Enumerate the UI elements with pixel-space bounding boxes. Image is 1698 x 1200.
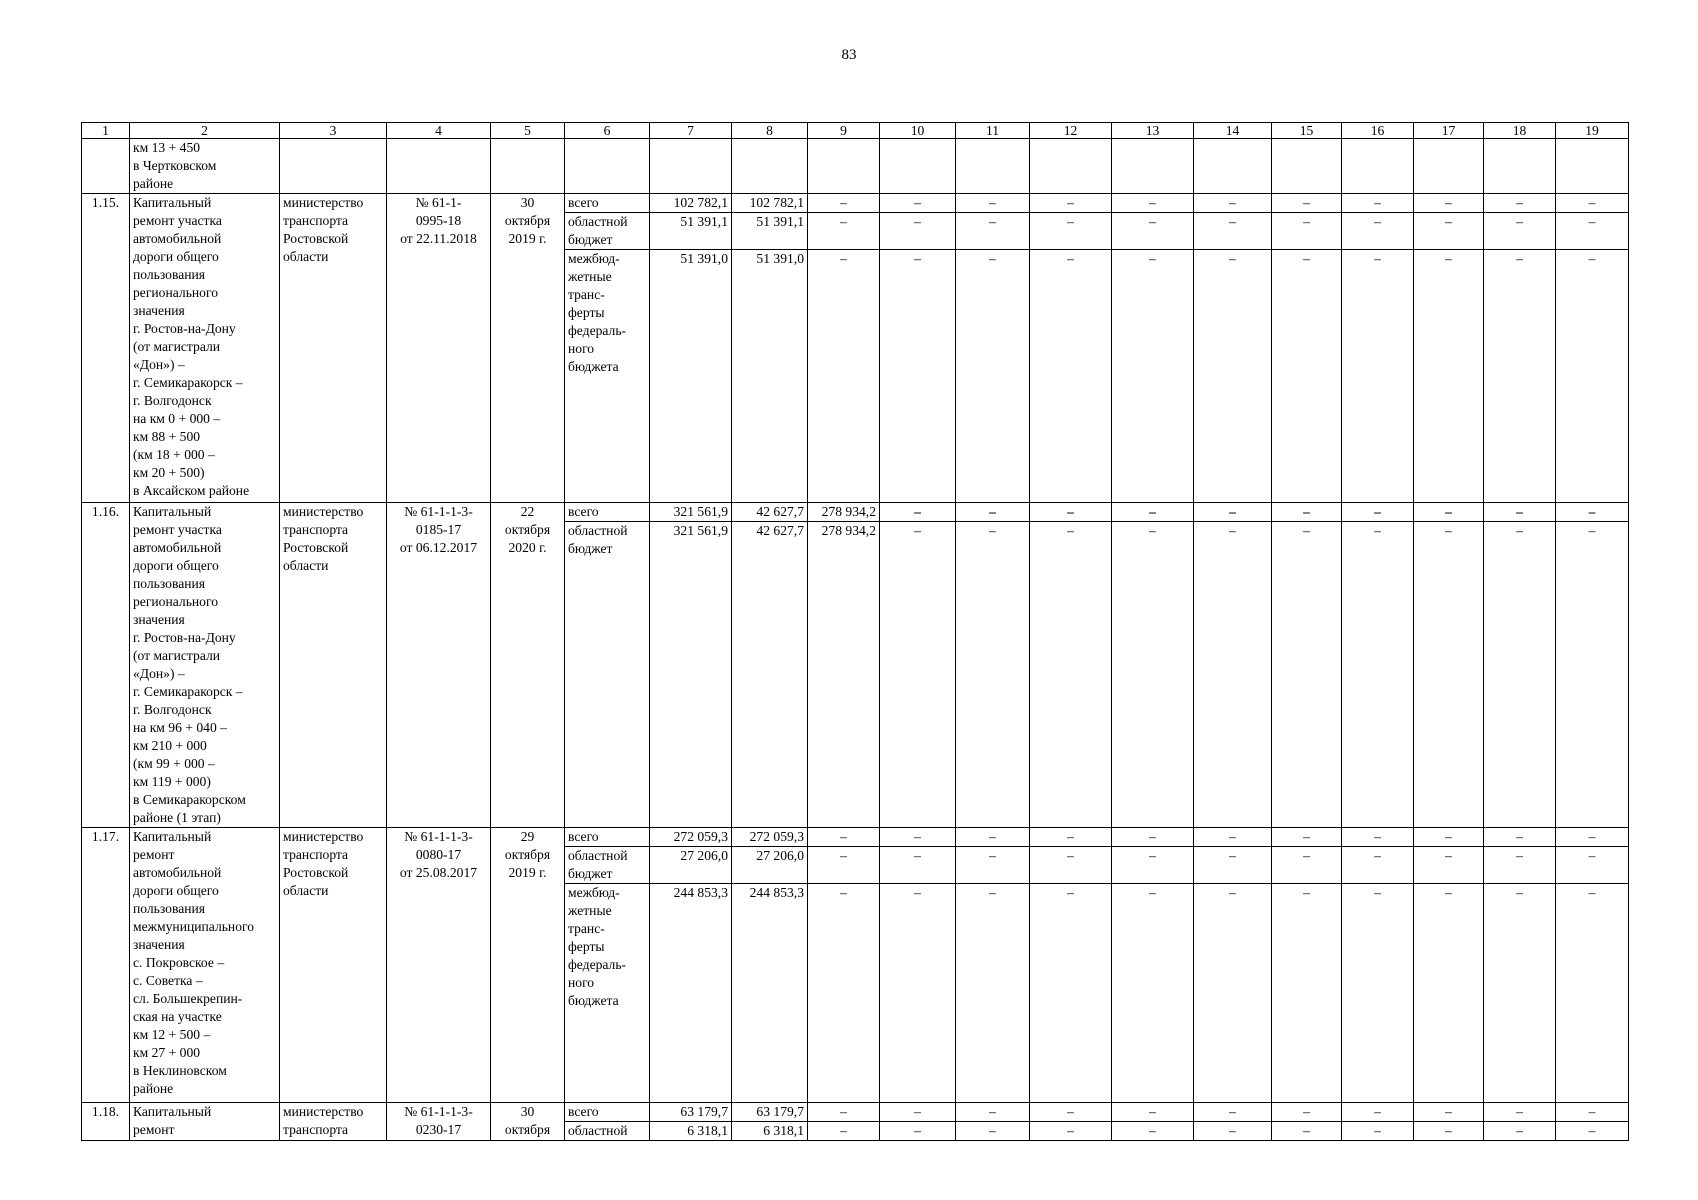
year-value: – [1556, 1103, 1629, 1122]
year-value: – [1272, 828, 1342, 847]
item-number: 1.16. [82, 503, 130, 828]
year-value: – [1272, 250, 1342, 503]
year-value: – [1272, 884, 1342, 1103]
funding-source: всего [568, 1104, 599, 1119]
year-value: – [1484, 847, 1556, 884]
year-value: – [808, 250, 880, 503]
object-name: км 13 + 450 в Чертковском районе [133, 140, 217, 191]
year-value: – [880, 503, 956, 522]
continuation-cell [1342, 139, 1414, 194]
year-value: – [1030, 213, 1112, 250]
year-value: – [1194, 1122, 1272, 1141]
year-value: – [808, 213, 880, 250]
year-value: – [1112, 250, 1194, 503]
column-number-10: 10 [880, 123, 956, 139]
year-value: – [1112, 503, 1194, 522]
year-value: – [1030, 1103, 1112, 1122]
year-value: – [1112, 522, 1194, 828]
year-value: 63 179,7 [732, 1103, 808, 1122]
year-value: – [1194, 1103, 1272, 1122]
funding-source: всего [568, 504, 599, 519]
year-value: 27 206,0 [732, 847, 808, 884]
continuation-cell [1414, 139, 1484, 194]
year-value: – [880, 828, 956, 847]
year-value: – [808, 828, 880, 847]
total-value: 102 782,1 [650, 194, 732, 213]
column-number-11: 11 [956, 123, 1030, 139]
year-value: – [1112, 884, 1194, 1103]
year-value: – [1030, 828, 1112, 847]
year-value: – [956, 503, 1030, 522]
year-value: 51 391,1 [732, 213, 808, 250]
completion-date: 30 октября [504, 1104, 551, 1137]
date-cell [491, 1103, 565, 1141]
continuation-row [82, 139, 1629, 194]
table-row [82, 503, 1629, 522]
year-value: – [1414, 522, 1484, 828]
year-value: – [1556, 250, 1629, 503]
year-value: – [1112, 828, 1194, 847]
funding-source-cell [565, 522, 650, 828]
object-name: Капитальный ремонт участка автомобильной дороги общего пользования регионального значения г. Ростов-на-Дону (от магистрали «Дон») – г. Семикаракорск – г. Волгодонск на км 96 + 040 – км 210 + 000 (км 99 + 000 – км 119 + 000) в Семикаракорском районе (1 этап) [133, 504, 246, 825]
budget-table [81, 122, 1629, 1141]
page-number: 83 [841, 47, 857, 63]
year-value: – [880, 1103, 956, 1122]
expertise-cell [387, 828, 491, 1103]
year-value: – [808, 884, 880, 1103]
column-number-3: 3 [280, 123, 387, 139]
year-value: – [1556, 847, 1629, 884]
total-value: 244 853,3 [650, 884, 732, 1103]
year-value: – [880, 522, 956, 828]
funding-source-cell [565, 503, 650, 522]
year-value: – [956, 1103, 1030, 1122]
continuation-cell [1112, 139, 1194, 194]
year-value: – [1342, 194, 1414, 213]
continuation-cell [956, 139, 1030, 194]
year-value: – [1194, 213, 1272, 250]
column-number-12: 12 [1030, 123, 1112, 139]
year-value: – [956, 828, 1030, 847]
table-row [82, 194, 1629, 213]
funding-source-cell [565, 847, 650, 884]
year-value: 244 853,3 [732, 884, 808, 1103]
column-number-1: 1 [82, 123, 130, 139]
year-value: – [1484, 194, 1556, 213]
continuation-cell [387, 139, 491, 194]
year-value: – [1484, 828, 1556, 847]
year-value: – [1484, 1122, 1556, 1141]
year-value: – [1556, 1122, 1629, 1141]
year-value: 42 627,7 [732, 522, 808, 828]
year-value: – [880, 250, 956, 503]
year-value: – [1484, 884, 1556, 1103]
column-number-8: 8 [732, 123, 808, 139]
year-value: – [1414, 847, 1484, 884]
year-value: – [1414, 884, 1484, 1103]
year-value: – [1194, 884, 1272, 1103]
completion-date: 30 октября 2019 г. [504, 195, 551, 246]
funding-source-cell [565, 194, 650, 213]
year-value: – [1556, 884, 1629, 1103]
year-value: – [956, 250, 1030, 503]
funding-source-cell [565, 1103, 650, 1122]
continuation-cell [1484, 139, 1556, 194]
year-value: – [956, 194, 1030, 213]
item-number: 1.18. [82, 1103, 130, 1141]
year-value: – [1414, 213, 1484, 250]
year-value: – [1342, 250, 1414, 503]
expertise-cell [387, 503, 491, 828]
total-value: 51 391,1 [650, 213, 732, 250]
customer: министерство транспорта Ростовской области [283, 504, 364, 573]
total-value: 321 561,9 [650, 503, 732, 522]
column-number-19: 19 [1556, 123, 1629, 139]
funding-source: областной бюджет [568, 848, 628, 881]
year-value: – [1112, 1103, 1194, 1122]
date-cell [491, 503, 565, 828]
year-value: – [1272, 522, 1342, 828]
date-cell [491, 194, 565, 503]
object-name-cell [130, 503, 280, 828]
customer-cell [280, 828, 387, 1103]
year-value: – [1194, 503, 1272, 522]
total-value: 272 059,3 [650, 828, 732, 847]
customer-cell [280, 503, 387, 828]
item-number: 1.17. [82, 828, 130, 1103]
expertise-conclusion: № 61-1- 0995-18 от 22.11.2018 [400, 195, 477, 246]
column-number-6: 6 [565, 123, 650, 139]
customer: министерство транспорта Ростовской области [283, 195, 364, 264]
total-value: 321 561,9 [650, 522, 732, 828]
year-value: – [956, 213, 1030, 250]
continuation-cell [1194, 139, 1272, 194]
customer-cell [280, 1103, 387, 1141]
completion-date: 29 октября 2019 г. [504, 829, 551, 880]
year-value: 6 318,1 [732, 1122, 808, 1141]
table-row [82, 828, 1629, 847]
object-name-cell [130, 194, 280, 503]
year-value: – [1112, 1122, 1194, 1141]
year-value: – [1342, 884, 1414, 1103]
year-value: – [1414, 250, 1484, 503]
header-row [82, 123, 1629, 139]
year-value: – [808, 847, 880, 884]
year-value: – [1414, 1103, 1484, 1122]
year-value: – [808, 1122, 880, 1141]
year-value: – [1414, 194, 1484, 213]
year-value: – [1112, 194, 1194, 213]
column-number-14: 14 [1194, 123, 1272, 139]
expertise-conclusion: № 61-1-1-3- 0080-17 от 25.08.2017 [399, 829, 478, 880]
year-value: – [808, 1103, 880, 1122]
year-value: – [1030, 250, 1112, 503]
total-value: 27 206,0 [650, 847, 732, 884]
year-value: – [956, 1122, 1030, 1141]
year-value: – [1556, 194, 1629, 213]
year-value: – [1030, 194, 1112, 213]
object-name-cell [130, 828, 280, 1103]
column-number-13: 13 [1112, 123, 1194, 139]
funding-source: межбюд- жетные транс- ферты федераль- ного бюджета [568, 251, 627, 374]
year-value: – [1194, 828, 1272, 847]
year-value: – [1342, 828, 1414, 847]
table-row [82, 1103, 1629, 1122]
funding-source-cell [565, 884, 650, 1103]
year-value: – [1342, 503, 1414, 522]
year-value: – [880, 194, 956, 213]
funding-source-cell [565, 828, 650, 847]
year-value: – [1484, 250, 1556, 503]
object-name-cell [130, 1103, 280, 1141]
year-value: – [1414, 1122, 1484, 1141]
continuation-cell [808, 139, 880, 194]
year-value: – [1112, 213, 1194, 250]
year-value: – [880, 847, 956, 884]
year-value: – [1484, 503, 1556, 522]
year-value: – [1556, 213, 1629, 250]
year-value: – [1272, 213, 1342, 250]
column-number-16: 16 [1342, 123, 1414, 139]
funding-source: всего [568, 829, 599, 844]
year-value: – [1272, 503, 1342, 522]
year-value: – [1030, 522, 1112, 828]
funding-source-cell [565, 1122, 650, 1141]
year-value: – [880, 213, 956, 250]
year-value: 51 391,0 [732, 250, 808, 503]
year-value: 272 059,3 [732, 828, 808, 847]
object-name: Капитальный ремонт участка автомобильной дороги общего пользования регионального значения г. Ростов-на-Дону (от магистрали «Дон») – г. Семикаракорск – г. Волгодонск на км 0 + 000 – км 88 + 500 (км 18 + 000 – км 20 + 500) в Аксайском районе [133, 195, 250, 498]
year-value: – [1342, 847, 1414, 884]
column-number-7: 7 [650, 123, 732, 139]
funding-source: всего [568, 195, 599, 210]
object-name: Капитальный ремонт автомобильной дороги общего пользования межмуниципального значения с. Покровское – с. Советка – сл. Большекрепин- ская на участке км 12 + 500 – км 27 + 000 в Неклиновском районе [133, 829, 255, 1096]
year-value: – [880, 884, 956, 1103]
year-value: – [1272, 1103, 1342, 1122]
customer-cell [280, 194, 387, 503]
continuation-cell [565, 139, 650, 194]
year-value: 42 627,7 [732, 503, 808, 522]
year-value: – [1194, 250, 1272, 503]
expertise-cell [387, 194, 491, 503]
column-number-2: 2 [130, 123, 280, 139]
column-number-17: 17 [1414, 123, 1484, 139]
year-value: 102 782,1 [732, 194, 808, 213]
column-number-18: 18 [1484, 123, 1556, 139]
funding-source: областной [568, 1123, 628, 1138]
continuation-cell [280, 139, 387, 194]
column-number-4: 4 [387, 123, 491, 139]
year-value: – [1030, 884, 1112, 1103]
year-value: – [1556, 828, 1629, 847]
year-value: – [1194, 194, 1272, 213]
funding-source-cell [565, 250, 650, 503]
year-value: 278 934,2 [808, 522, 880, 828]
year-value: – [1030, 503, 1112, 522]
year-value: – [1342, 522, 1414, 828]
year-value: – [1414, 828, 1484, 847]
customer: министерство транспорта Ростовской области [283, 829, 364, 898]
continuation-cell [82, 139, 130, 194]
year-value: – [1556, 503, 1629, 522]
object-name: Капитальный ремонт [133, 1104, 212, 1137]
year-value: – [808, 194, 880, 213]
year-value: – [1556, 522, 1629, 828]
year-value: – [1342, 1122, 1414, 1141]
funding-source: областной бюджет [568, 523, 628, 557]
year-value: 278 934,2 [808, 503, 880, 522]
item-number: 1.15. [82, 194, 130, 503]
column-number-9: 9 [808, 123, 880, 139]
year-value: – [1194, 847, 1272, 884]
total-value: 6 318,1 [650, 1122, 732, 1141]
continuation-cell [732, 139, 808, 194]
year-value: – [1484, 213, 1556, 250]
year-value: – [1112, 847, 1194, 884]
year-value: – [880, 1122, 956, 1141]
year-value: – [1342, 1103, 1414, 1122]
column-number-5: 5 [491, 123, 565, 139]
year-value: – [1484, 1103, 1556, 1122]
continuation-cell [1030, 139, 1112, 194]
funding-source: межбюд- жетные транс- ферты федераль- ного бюджета [568, 885, 627, 1008]
expertise-cell [387, 1103, 491, 1141]
continuation-cell [491, 139, 565, 194]
year-value: – [1272, 1122, 1342, 1141]
year-value: – [956, 884, 1030, 1103]
continuation-cell [1556, 139, 1629, 194]
year-value: – [956, 522, 1030, 828]
year-value: – [1272, 194, 1342, 213]
year-value: – [1194, 522, 1272, 828]
funding-source-cell [565, 213, 650, 250]
continuation-cell [1272, 139, 1342, 194]
completion-date: 22 октября 2020 г. [504, 504, 551, 555]
date-cell [491, 828, 565, 1103]
year-value: – [1030, 847, 1112, 884]
column-number-15: 15 [1272, 123, 1342, 139]
total-value: 63 179,7 [650, 1103, 732, 1122]
total-value: 51 391,0 [650, 250, 732, 503]
year-value: – [1414, 503, 1484, 522]
year-value: – [1272, 847, 1342, 884]
expertise-conclusion: № 61-1-1-3- 0185-17 от 06.12.2017 [399, 504, 478, 555]
continuation-cell [130, 139, 280, 194]
expertise-conclusion: № 61-1-1-3- 0230-17 [404, 1104, 473, 1137]
year-value: – [956, 847, 1030, 884]
year-value: – [1030, 1122, 1112, 1141]
continuation-cell [650, 139, 732, 194]
year-value: – [1484, 522, 1556, 828]
continuation-cell [880, 139, 956, 194]
funding-source: областной бюджет [568, 214, 628, 247]
customer: министерство транспорта [283, 1104, 364, 1137]
year-value: – [1342, 213, 1414, 250]
